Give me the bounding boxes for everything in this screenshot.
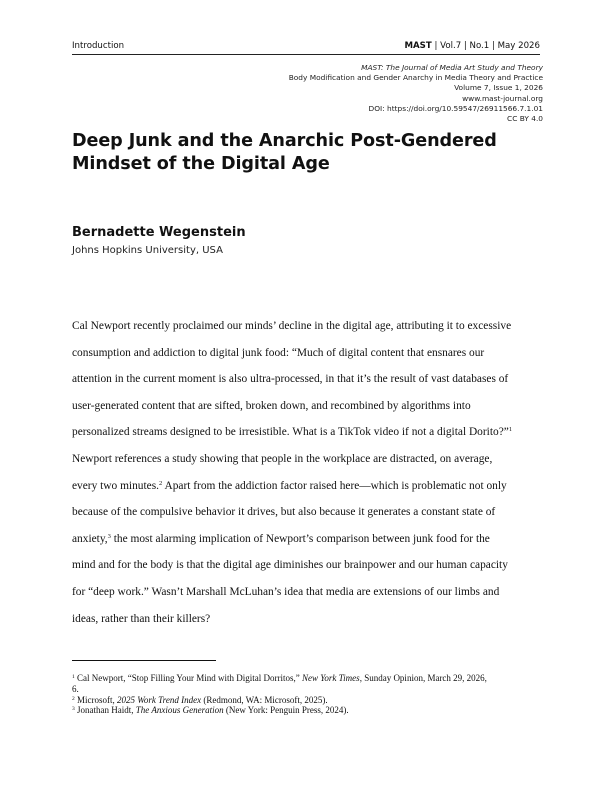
body-line: consumption and addiction to digital junk food: “Much of digital content that ensnares our (72, 346, 485, 359)
section-label: Introduction (72, 41, 125, 51)
footnotes (72, 673, 542, 716)
author-affiliation: Johns Hopkins University, USA (72, 245, 223, 256)
running-header (72, 41, 540, 55)
doi-link[interactable]: DOI: https://doi.org/10.59547/26911566.7.1.01 (368, 103, 543, 113)
footnote-text: Cal Newport, “Stop Filling Your Mind with Digital Dorritos,” (74, 673, 302, 683)
footnote-publication: New York Times (302, 673, 360, 683)
body-line-text: the most alarming implication of Newport’s comparison between junk food for the (110, 532, 490, 545)
footnote-number: 1 (72, 674, 75, 680)
body-line: mind and for the body is that the digital age diminishes our brainpower and our human capacity (72, 559, 508, 572)
footnote-text: , Sunday Opinion, March 29, 2026, (359, 673, 487, 683)
footnote-ref-3[interactable]: 3 (107, 532, 111, 540)
body-line: Newport references a study showing that people in the workplace are distracted, on average, (72, 452, 493, 465)
body-line: user-generated content that are sifted, broken down, and recombined by algorithms into (72, 399, 471, 412)
footnote-3 (72, 705, 542, 716)
body-line (72, 473, 542, 500)
journal-full-name: MAST: The Journal of Media Art Study and Theory (361, 63, 543, 72)
footnote-text: Jonathan Haidt, (74, 705, 136, 716)
issue-info (404, 41, 540, 51)
footnote-publication: 2025 Work Trend Index (117, 694, 202, 705)
body-line-text: Apart from the addiction factor raised here—which is problematic not only (162, 479, 507, 492)
issue-details: | Vol.7 | No.1 | May 2026 (431, 41, 540, 51)
body-line (72, 526, 542, 553)
footnote-2 (72, 695, 542, 706)
body-line-text: anxiety, (72, 532, 108, 545)
license: CC BY 4.0 (507, 114, 543, 124)
body-line-text: every two minutes. (72, 479, 159, 492)
footnote-1-continued: 6. (72, 683, 79, 694)
footnote-ref-1[interactable]: 1 (508, 426, 513, 434)
body-line: for “deep work.” Wasn’t Marshall McLuhan’s idea that media are extensions of our limbs and (72, 585, 500, 598)
author-name: Bernadette Wegenstein (72, 225, 246, 240)
footnote-text: (New York: Penguin Press, 2024). (223, 705, 349, 716)
footnote-ref-2[interactable]: 2 (159, 479, 163, 487)
title-line-1: Deep Junk and the Anarchic Post-Gendered (72, 131, 497, 151)
footnote-number: 2 (72, 695, 75, 702)
footnote-publication: The Anxious Generation (135, 705, 224, 716)
page-title (72, 130, 542, 176)
footnote-text: (Redmond, WA: Microsoft, 2025). (201, 694, 328, 705)
body-paragraph (72, 313, 542, 632)
footnote-text: Microsoft, (74, 694, 117, 705)
body-line-text: personalized streams designed to be irresistible. What is a TikTok video if not a digital Dorito?” (72, 426, 509, 439)
footnote-number: 3 (72, 706, 75, 713)
footnote-1 (72, 673, 542, 684)
body-line: Cal Newport recently proclaimed our minds’ decline in the digital age, attributing it to excessive (72, 320, 512, 332)
article-metadata (289, 63, 543, 124)
body-line (72, 419, 542, 446)
body-line: attention in the current moment is also ultra-processed, in that it’s the result of vast databases of (72, 373, 509, 386)
footnote-divider (72, 660, 216, 661)
title-line-2: Mindset of the Digital Age (72, 154, 330, 174)
special-issue-title: Body Modification and Gender Anarchy in Media Theory and Practice (288, 73, 543, 83)
body-line: ideas, rather than their killers? (72, 612, 211, 625)
volume-issue: Volume 7, Issue 1, 2026 (454, 83, 543, 93)
journal-abbreviation: MAST (404, 41, 432, 51)
body-line: because of the compulsive behavior it drives, but also because it generates a constant state of (72, 506, 496, 519)
journal-website-link[interactable]: www.mast-journal.org (462, 93, 543, 103)
